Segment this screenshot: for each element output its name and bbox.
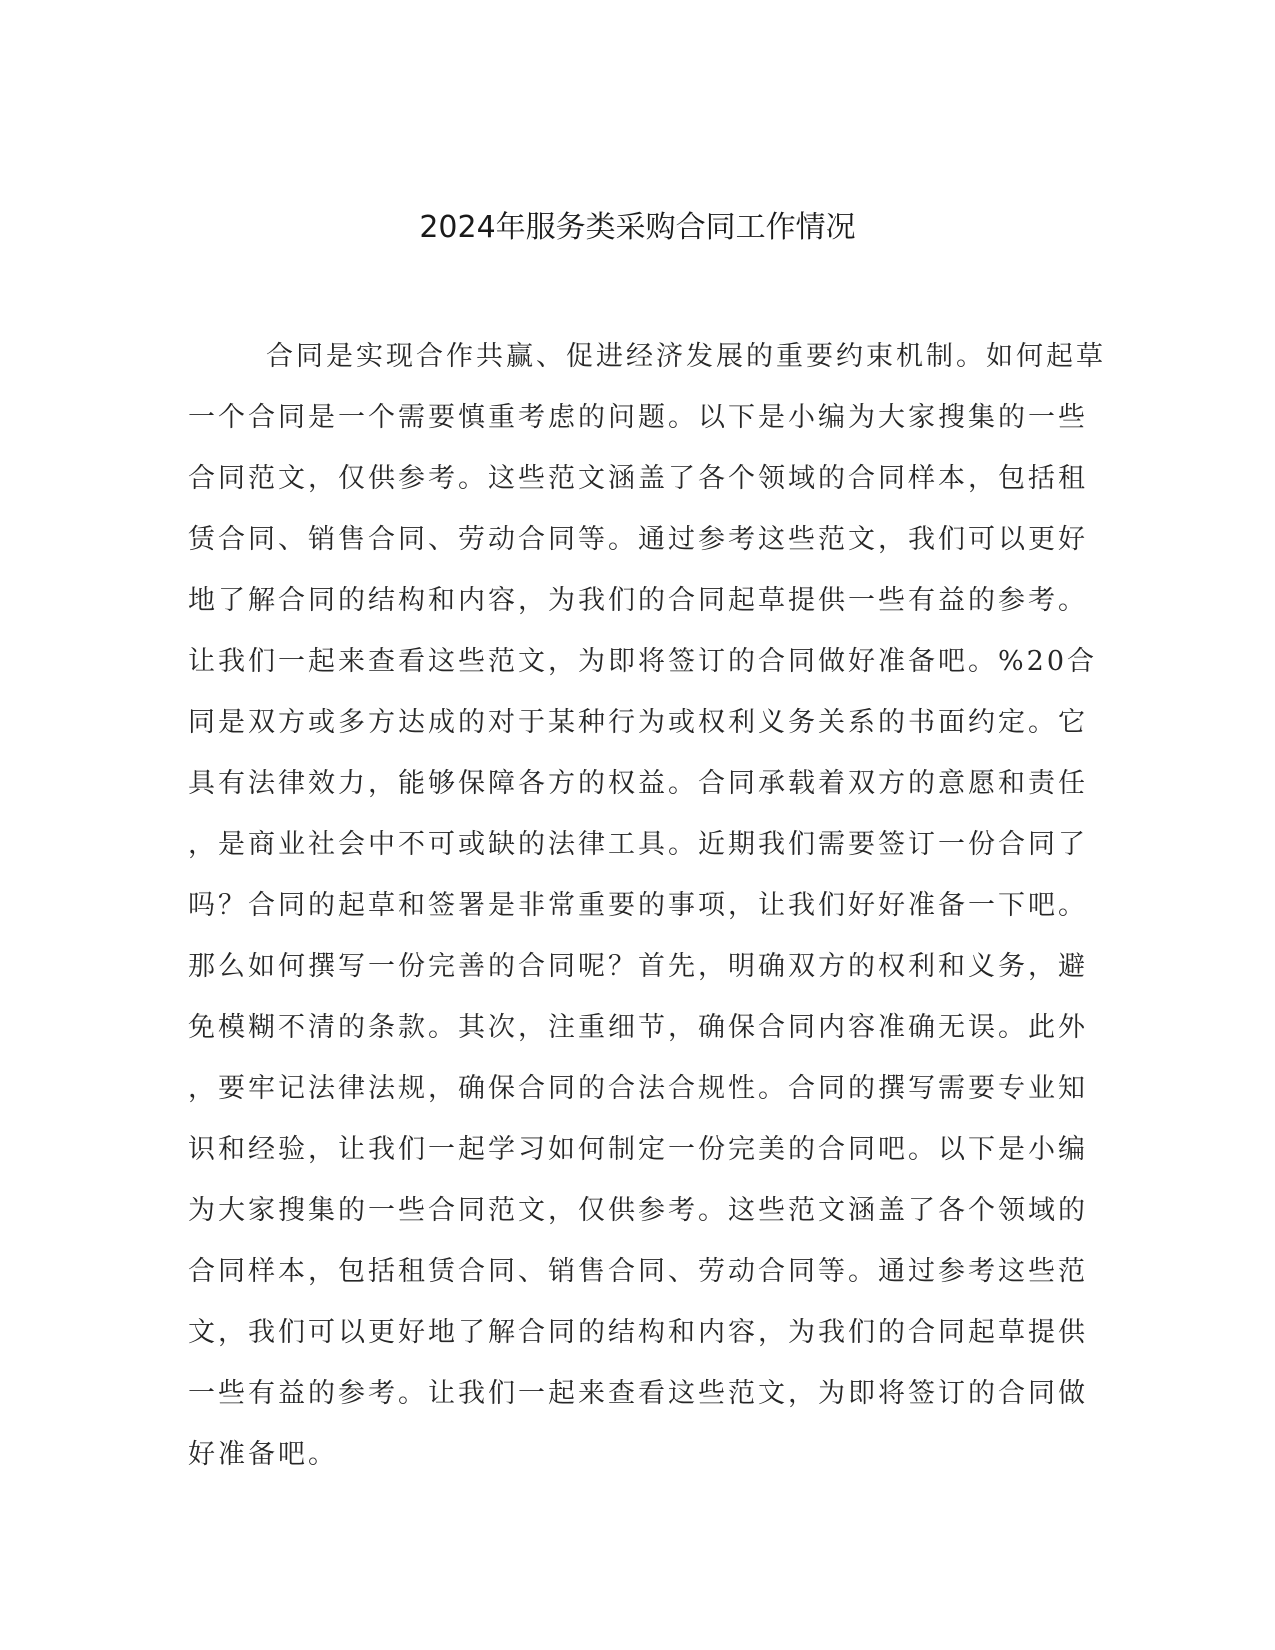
- body-line: 同是双方或多方达成的对于某种行为或权利义务关系的书面约定。它: [188, 707, 1088, 738]
- body-line: ，是商业社会中不可或缺的法律工具。近期我们需要签订一份合同了: [188, 829, 1088, 860]
- body-line: 文，我们可以更好地了解合同的结构和内容，为我们的合同起草提供: [188, 1317, 1088, 1348]
- body-line: 吗？合同的起草和签署是非常重要的事项，让我们好好准备一下吧。: [188, 890, 1088, 921]
- body-line: 好准备吧。: [188, 1439, 338, 1470]
- body-line: ，要牢记法律法规，确保合同的合法合规性。合同的撰写需要专业知: [188, 1073, 1088, 1104]
- body-line: 识和经验，让我们一起学习如何制定一份完美的合同吧。以下是小编: [188, 1134, 1088, 1165]
- body-line: 合同样本，包括租赁合同、销售合同、劳动合同等。通过参考这些范: [188, 1256, 1088, 1287]
- body-line: 赁合同、销售合同、劳动合同等。通过参考这些范文，我们可以更好: [188, 524, 1088, 555]
- body-line: 为大家搜集的一些合同范文，仅供参考。这些范文涵盖了各个领域的: [188, 1195, 1088, 1226]
- body-line: 合同是实现合作共赢、促进经济发展的重要约束机制。如何起草: [266, 341, 1106, 372]
- body-line: 一些有益的参考。让我们一起来查看这些范文，为即将签订的合同做: [188, 1378, 1088, 1409]
- document-body: [188, 326, 1106, 1485]
- body-line: 合同范文，仅供参考。这些范文涵盖了各个领域的合同样本，包括租: [188, 463, 1088, 494]
- body-line: 一个合同是一个需要慎重考虑的问题。以下是小编为大家搜集的一些: [188, 402, 1088, 433]
- body-line: 那么如何撰写一份完善的合同呢？首先，明确双方的权利和义务，避: [188, 951, 1088, 982]
- body-line: 地了解合同的结构和内容，为我们的合同起草提供一些有益的参考。: [188, 585, 1088, 616]
- document-title: 2024年服务类采购合同工作情况: [419, 210, 856, 245]
- body-line: 具有法律效力，能够保障各方的权益。合同承载着双方的意愿和责任: [188, 768, 1088, 799]
- body-line: 让我们一起来查看这些范文，为即将签订的合同做好准备吧。%20合: [188, 646, 1098, 677]
- body-line: 免模糊不清的条款。其次，注重细节，确保合同内容准确无误。此外: [188, 1012, 1088, 1043]
